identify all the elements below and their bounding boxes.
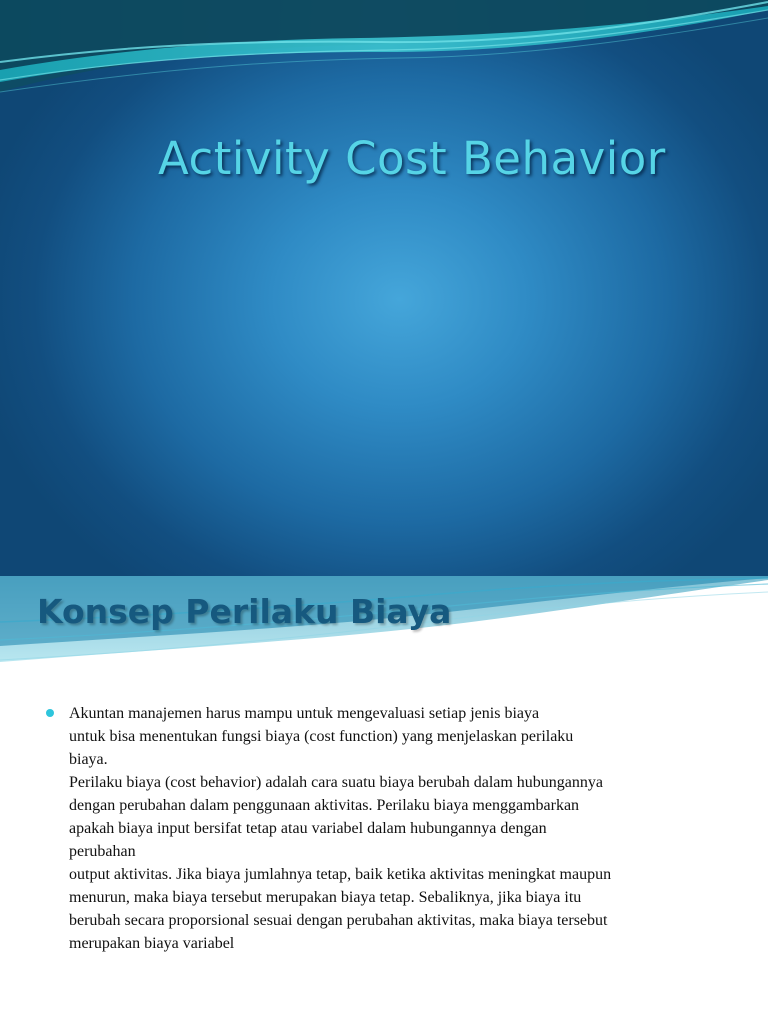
bullet-line: dengan perubahan dalam penggunaan aktivitas. Perilaku biaya menggambarkan	[69, 797, 580, 814]
bullet-line: merupakan biaya variabel	[69, 935, 235, 952]
slide2-title: Konsep Perilaku Biaya	[37, 592, 452, 631]
bullet-line: perubahan	[69, 843, 136, 860]
bullet-line: Akuntan manajemen harus mampu untuk mengevaluasi setiap jenis biaya	[69, 705, 540, 722]
bullet-line: biaya.	[69, 751, 108, 768]
bullet-line: apakah biaya input bersifat tetap atau variabel dalam hubungannya dengan	[69, 820, 547, 837]
bullet-line: Perilaku biaya (cost behavior) adalah cara suatu biaya berubah dalam hubungannya	[69, 774, 604, 791]
bullet-line: untuk bisa menentukan fungsi biaya (cost function) yang menjelaskan perilaku	[69, 728, 574, 745]
slide-2	[0, 576, 768, 1024]
bullet-line: output aktivitas. Jika biaya jumlahnya tetap, baik ketika aktivitas meningkat maupun	[69, 866, 612, 883]
bullet-line: menurun, maka biaya tersebut merupakan biaya tetap. Sebaliknya, jika biaya itu	[69, 889, 582, 906]
bullet-text	[69, 702, 746, 955]
bullet-line: berubah secara proporsional sesuai dengan perubahan aktivitas, maka biaya tersebut	[69, 912, 608, 929]
slide1-title: Activity Cost Behavior	[158, 132, 666, 185]
bullet-dot-icon	[46, 709, 54, 717]
bullet-item	[46, 702, 746, 955]
